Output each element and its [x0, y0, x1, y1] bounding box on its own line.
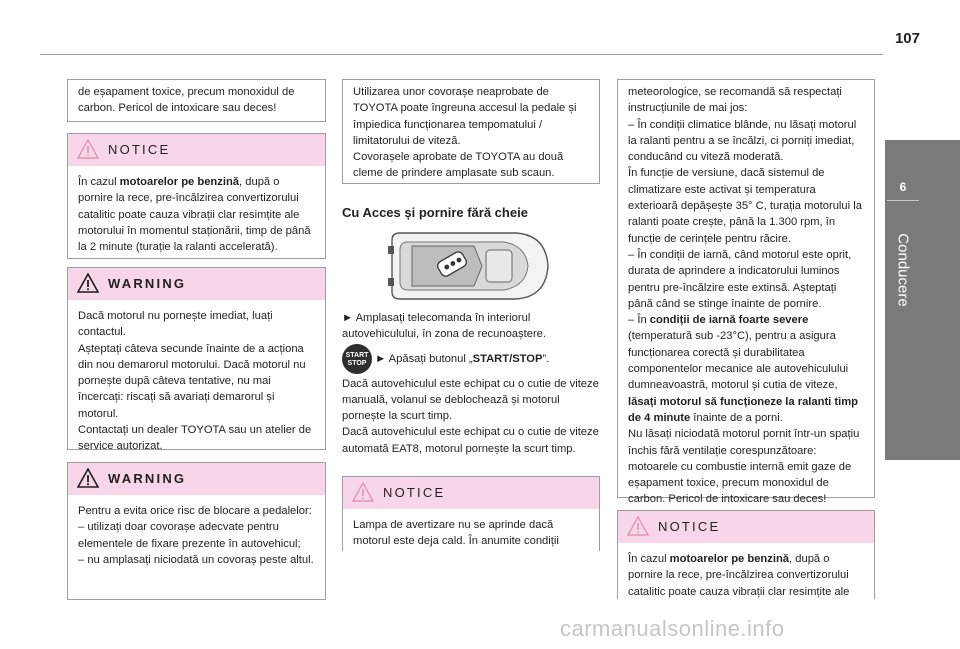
car-key-zone-illustration	[386, 230, 552, 302]
notice-box-2	[342, 476, 600, 551]
warning-text-1a: Dacă motorul nu pornește imediat, luați contactul.	[78, 310, 273, 339]
start-stop-button-icon: START STOP	[342, 344, 372, 374]
notice-header-2	[343, 477, 599, 509]
notice-title-2: NOTICE	[383, 485, 446, 500]
warning-triangle-icon	[77, 273, 99, 293]
cold-weather-text-5: – În condiții de iarnă foarte severe (temperatură sub -23°C), pentru a asigura funcționarea corectă și durabilitatea componentelor mecanice ale autovehiculului dumneavoastră, motorul și cutia de viteze, lăsați motorul să funcționeze la ralanti timp de 4 minute înainte de a porni.	[628, 314, 859, 424]
notice-title-1: NOTICE	[108, 142, 171, 157]
warning-text-1c: Contactați un dealer TOYOTA sau un atelier de service autorizat.	[78, 424, 312, 453]
notice-box-1	[67, 133, 326, 259]
warning-title-1: WARNING	[108, 276, 187, 291]
manual-gearbox-text: Dacă autovehiculul este echipat cu o cutie de viteze manuală, volanul se deblochează și motorul pornește la scurt timp.	[342, 377, 599, 423]
notice-title-3: NOTICE	[658, 519, 721, 534]
step-place-remote: ► Amplasați telecomanda în interiorul autovehiculului, în zona de recunoaștere.	[342, 312, 546, 341]
warning-box-1	[67, 267, 326, 453]
warning-box-2	[67, 462, 326, 600]
watermark: carmanualsonline.info	[560, 616, 785, 641]
floor-mat-notice-box	[342, 79, 600, 184]
warning-text-1b: Așteptați câteva secunde înainte de a acționa din nou demarorul motorului. Dacă motorul nu pornește după câteva tentative, nu mai încercați: riscați să avariați demarorul și motorul.	[78, 342, 306, 420]
warning-header-2	[68, 463, 325, 495]
cold-weather-text-6: Nu lăsați niciodată motorul pornit într-un spațiu închis fără ventilație corespunzătoare: motoarele cu combustie internă emit gaze de eșapament toxice, precum monoxidul de carbon. Pericol de intoxicare sau deces!	[628, 428, 860, 506]
auto-gearbox-text: Dacă autovehiculul este echipat cu o cutie de viteze automată EAT8, motorul pornește la scurt timp.	[342, 426, 599, 455]
notice-header-1	[68, 134, 325, 166]
floor-mat-text-2: Covorașele aprobate de TOYOTA au două cleme de prindere amplasate sub scaun.	[353, 151, 564, 180]
warning-text-2b: – utilizați doar covorașe adecvate pentru elementele de fixare prezente în autovehicul;	[78, 521, 301, 550]
warning-header-1	[68, 268, 325, 300]
step-press-start: START STOP ► Apăsați butonul „START/STOP”.	[342, 344, 600, 374]
cold-weather-text-3: În funcție de versiune, dacă sistemul de climatizare este activat și temperatura exterioară depășește 35° C, turația motorului la ralanti poate crește, până la 1.300 rpm, în funcție de cerințele pentru răcire.	[628, 167, 862, 245]
notice-triangle-icon	[627, 516, 649, 536]
notice-header-3	[618, 511, 874, 543]
warning-text-2a: Pentru a evita orice risc de blocare a pedalelor:	[78, 505, 312, 517]
chapter-label: Conducere	[894, 233, 912, 307]
notice-text-1: În cazul motoarelor pe benzină, după o pornire la rece, pre-încălzirea convertizorului catalitic poate cauza vibrații clar resimțite ale motorului în momentul staționării, timp de până la 2 minute (turație la ralanti accelerată).	[78, 176, 311, 254]
page-number: 107	[894, 30, 920, 47]
cold-weather-text-4: – În condiții de iarnă, când motorul este oprit, durata de aprindere a indicatorului luminos pentru pre-încălzire este extinsă. Așteptați până când se stinge înainte de pornire.	[628, 248, 852, 310]
warning-text-2c: – nu amplasați niciodată un covoraș peste altul.	[78, 553, 314, 566]
continued-warning-box	[67, 79, 326, 122]
instructions	[342, 310, 600, 457]
warning-triangle-icon	[77, 468, 99, 488]
notice-text-2: Lampa de avertizare nu se aprinde dacă motorul este deja cald. În anumite condiții	[353, 519, 559, 548]
cold-weather-text-1: meteorologice, se recomandă să respectați instrucțiunile de mai jos:	[628, 86, 842, 115]
warning-title-2: WARNING	[108, 471, 187, 486]
cold-weather-text-2: – În condiții climatice blânde, nu lăsați motorul la ralanti pentru a se încălzi, ci porniți imediat, conducând cu viteză moderată.	[628, 118, 857, 164]
floor-mat-text-1: Utilizarea unor covorașe neaprobate de TOYOTA poate îngreuna accesul la pedale și împiedica funcționarea tempomatului / limitatorului de viteză.	[353, 86, 577, 147]
notice-box-3	[617, 510, 875, 599]
cold-weather-box	[617, 79, 875, 506]
chapter-number: 6	[899, 180, 907, 194]
chapter-tab-divider	[887, 200, 919, 201]
notice-triangle-icon	[352, 482, 374, 502]
notice-text-3: În cazul motoarelor pe benzină, după o pornire la rece, pre-încălzirea convertizorului catalitic poate cauza vibrații clar resimțite ale	[628, 553, 850, 598]
notice-triangle-icon	[77, 139, 99, 159]
section-title: Cu Acces și pornire fără cheie	[342, 205, 528, 220]
continued-warning-text: de eșapament toxice, precum monoxidul de carbon. Pericol de intoxicare sau deces!	[78, 86, 295, 115]
header-divider	[40, 54, 883, 55]
